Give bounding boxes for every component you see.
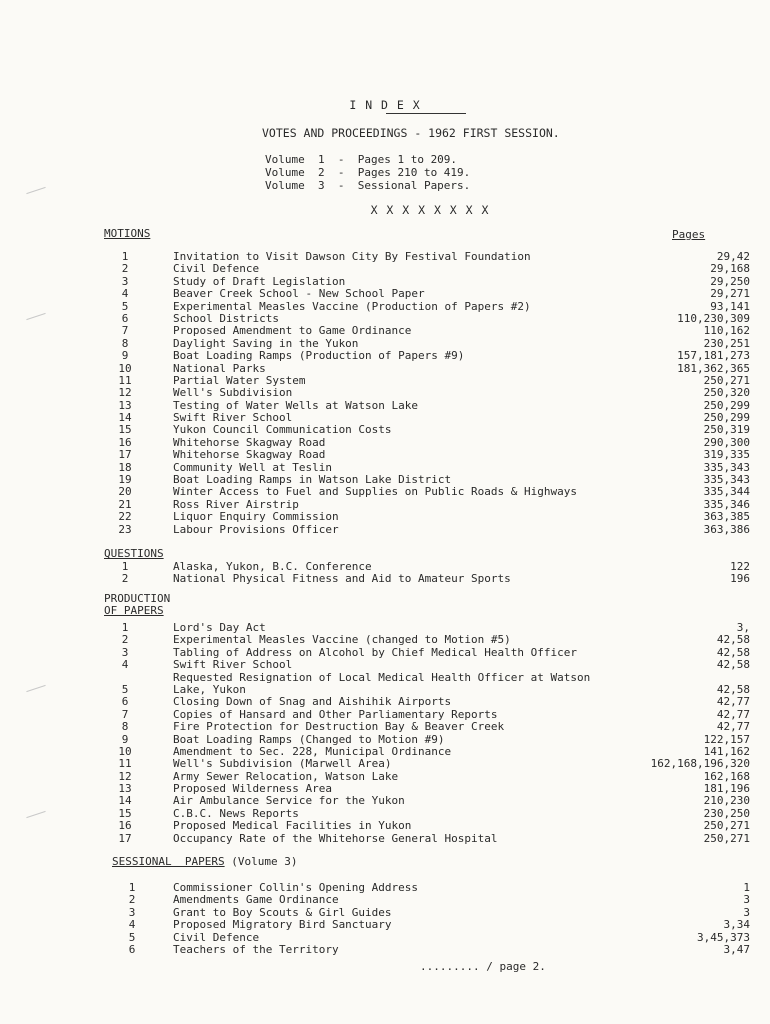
entry-pages: 42,58 bbox=[716, 658, 750, 672]
entry-title: Occupancy Rate of the Whitehorse General Hospital bbox=[173, 831, 498, 845]
entry-pages: 42,77 bbox=[716, 707, 750, 721]
entry-title: Yukon Council Communication Costs bbox=[173, 423, 392, 437]
entry-pages: 42,58 bbox=[716, 645, 750, 659]
volume-line: Volume 1 - Pages 1 to 209. bbox=[265, 153, 458, 166]
entry-title: Civil Defence bbox=[173, 262, 260, 276]
entry-number: 6 bbox=[121, 695, 129, 709]
entry-number: 2 bbox=[128, 893, 136, 907]
entry-pages: 363,385 bbox=[703, 510, 750, 524]
index-entry bbox=[0, 672, 770, 697]
entry-title: Community Well at Teslin bbox=[173, 460, 332, 474]
entry-pages: 29,168 bbox=[710, 262, 750, 276]
index-entry bbox=[0, 350, 770, 362]
document-subtitle: VOTES AND PROCEEDINGS - 1962 FIRST SESSION. bbox=[262, 126, 560, 140]
index-entry bbox=[0, 486, 770, 498]
entry-title: Liquor Enquiry Commission bbox=[173, 510, 339, 524]
entry-title: Closing Down of Snag and Aishihik Airports bbox=[173, 695, 452, 709]
index-entry bbox=[0, 511, 770, 523]
index-entry bbox=[0, 387, 770, 399]
entry-title: School Districts bbox=[173, 311, 279, 325]
pages-column-header: Pages bbox=[672, 228, 706, 241]
entry-title: Lord's Day Act bbox=[173, 621, 266, 634]
entry-pages: 110,162 bbox=[703, 324, 750, 338]
entry-title: Proposed Migratory Bird Sanctuary bbox=[173, 918, 392, 932]
entry-title: Air Ambulance Service for the Yukon bbox=[173, 794, 405, 808]
entry-pages: 162,168 bbox=[703, 769, 750, 783]
entry-pages: 122 bbox=[730, 560, 750, 573]
index-entry bbox=[0, 696, 770, 708]
entry-title: Ross River Airstrip bbox=[173, 497, 299, 511]
entry-title: Study of Draft Legislation bbox=[173, 274, 346, 288]
entry-number: 8 bbox=[121, 720, 129, 734]
index-entry bbox=[0, 795, 770, 807]
entry-title: Labour Provisions Officer bbox=[173, 522, 339, 536]
entry-title: C.B.C. News Reports bbox=[173, 806, 299, 820]
entry-pages: 3,34 bbox=[723, 918, 750, 932]
entry-pages: 363,386 bbox=[703, 522, 750, 536]
entry-pages: 42,77 bbox=[716, 720, 750, 734]
entry-number: 1 bbox=[121, 560, 129, 573]
entry-title: Boat Loading Ramps (Changed to Motion #9) bbox=[173, 732, 445, 746]
entry-title: National Parks bbox=[173, 361, 266, 375]
entry-pages: 29,271 bbox=[710, 287, 750, 301]
entry-number: 15 bbox=[118, 423, 132, 437]
entry-pages: 335,346 bbox=[703, 497, 750, 511]
entry-number: 13 bbox=[118, 398, 132, 412]
index-entry bbox=[0, 894, 770, 906]
volume-line: Volume 2 - Pages 210 to 419. bbox=[265, 166, 471, 179]
index-entry bbox=[0, 301, 770, 313]
entry-title: Well's Subdivision (Marwell Area) bbox=[173, 757, 392, 771]
production-heading: PRODUCTION OF PAPERS bbox=[104, 592, 171, 618]
entry-title: Copies of Hansard and Other Parliamentary Reports bbox=[173, 707, 498, 721]
motions-list bbox=[0, 251, 770, 536]
entry-pages: 230,250 bbox=[703, 806, 750, 820]
sessional-heading: SESSIONAL PAPERS (Volume 3) bbox=[112, 855, 298, 868]
entry-number: 7 bbox=[121, 707, 129, 721]
entry-number: 1 bbox=[121, 250, 129, 263]
entry-number: 19 bbox=[118, 473, 132, 487]
index-entry bbox=[0, 449, 770, 461]
entry-number: 21 bbox=[118, 497, 132, 511]
index-entry bbox=[0, 524, 770, 536]
entry-title: Tabling of Address on Alcohol by Chief Medical Health Officer bbox=[173, 645, 577, 659]
entry-number: 12 bbox=[118, 769, 132, 783]
entry-pages: 42,77 bbox=[716, 695, 750, 709]
entry-title: Well's Subdivision bbox=[173, 386, 293, 400]
entry-pages: 319,335 bbox=[703, 448, 750, 462]
volume-list bbox=[265, 153, 470, 192]
entry-title: Boat Loading Ramps (Production of Papers #9) bbox=[173, 349, 465, 363]
entry-pages: 181,196 bbox=[703, 782, 750, 796]
entry-pages: 3, bbox=[736, 621, 750, 634]
entry-number: 3 bbox=[128, 905, 136, 919]
entry-pages: 290,300 bbox=[703, 435, 750, 449]
separator-line: X X X X X X X X bbox=[370, 203, 490, 217]
entry-number: 7 bbox=[121, 324, 129, 338]
entry-pages: 162,168,196,320 bbox=[650, 757, 750, 771]
index-entry bbox=[0, 721, 770, 733]
index-entry bbox=[0, 771, 770, 783]
entry-pages: 335,344 bbox=[703, 485, 750, 499]
entry-number: 23 bbox=[118, 522, 132, 536]
entry-number: 2 bbox=[121, 262, 129, 276]
index-entry bbox=[0, 944, 770, 956]
entry-number: 4 bbox=[128, 918, 136, 932]
entry-title: Whitehorse Skagway Road bbox=[173, 435, 326, 449]
entry-pages: 335,343 bbox=[703, 473, 750, 487]
entry-title: Proposed Wilderness Area bbox=[173, 782, 332, 796]
entry-number: 4 bbox=[121, 658, 129, 672]
index-entry bbox=[0, 634, 770, 646]
production-list bbox=[0, 622, 770, 845]
entry-title-continued: Lake, Yukon bbox=[173, 682, 246, 696]
index-entry bbox=[0, 758, 770, 770]
volume-line: Volume 3 - Sessional Papers. bbox=[265, 179, 471, 192]
index-entry bbox=[0, 820, 770, 832]
entry-number: 5 bbox=[121, 299, 129, 313]
index-entry bbox=[0, 659, 770, 671]
entry-number: 22 bbox=[118, 510, 132, 524]
entry-title: Army Sewer Relocation, Watson Lake bbox=[173, 769, 399, 783]
entry-title: Civil Defence bbox=[173, 930, 260, 944]
index-entry bbox=[0, 251, 770, 263]
entry-pages: 335,343 bbox=[703, 460, 750, 474]
entry-number: 10 bbox=[118, 744, 132, 758]
entry-title: Grant to Boy Scouts & Girl Guides bbox=[173, 905, 392, 919]
entry-number: 8 bbox=[121, 336, 129, 350]
entry-pages: 122,157 bbox=[703, 732, 750, 746]
entry-number: 16 bbox=[118, 819, 132, 833]
index-entry bbox=[0, 647, 770, 659]
entry-title: Experimental Measles Vaccine (changed to Motion #5) bbox=[173, 633, 511, 647]
entry-pages: 42,58 bbox=[716, 682, 750, 696]
entry-title: Fire Protection for Destruction Bay & Beaver Creek bbox=[173, 720, 505, 734]
entry-number: 10 bbox=[118, 361, 132, 375]
entry-number: 5 bbox=[128, 930, 136, 944]
entry-title: Invitation to Visit Dawson City By Festival Foundation bbox=[173, 250, 531, 263]
entry-number: 12 bbox=[118, 386, 132, 400]
entry-pages: 3,45,373 bbox=[697, 930, 750, 944]
entry-pages: 1 bbox=[743, 881, 750, 894]
entry-title: Proposed Amendment to Game Ordinance bbox=[173, 324, 412, 338]
entry-pages: 42,58 bbox=[716, 633, 750, 647]
entry-number: 14 bbox=[118, 411, 132, 425]
entry-number: 11 bbox=[118, 373, 132, 387]
index-entry bbox=[0, 363, 770, 375]
entry-title: National Physical Fitness and Aid to Amateur Sports bbox=[173, 572, 511, 586]
entry-title: Daylight Saving in the Yukon bbox=[173, 336, 359, 350]
entry-title: Winter Access to Fuel and Supplies on Public Roads & Highways bbox=[173, 485, 577, 499]
entry-number: 1 bbox=[121, 621, 129, 634]
entry-pages: 250,271 bbox=[703, 819, 750, 833]
entry-title: Requested Resignation of Local Medical Health Officer at Watson bbox=[173, 670, 591, 684]
index-entry bbox=[0, 375, 770, 387]
entry-pages: 196 bbox=[730, 572, 750, 586]
entry-title: Partial Water System bbox=[173, 373, 306, 387]
entry-number: 1 bbox=[128, 881, 136, 894]
index-entry bbox=[0, 437, 770, 449]
entry-number: 3 bbox=[121, 645, 129, 659]
entry-title: Teachers of the Territory bbox=[173, 942, 339, 956]
entry-number: 5 bbox=[121, 682, 129, 696]
entry-title: Alaska, Yukon, B.C. Conference bbox=[173, 560, 372, 573]
entry-title: Proposed Medical Facilities in Yukon bbox=[173, 819, 412, 833]
entry-number: 9 bbox=[121, 732, 129, 746]
entry-number: 4 bbox=[121, 287, 129, 301]
entry-title: Testing of Water Wells at Watson Lake bbox=[173, 398, 419, 412]
entry-number: 13 bbox=[118, 782, 132, 796]
continuation-note: ......... / page 2. bbox=[420, 960, 546, 973]
questions-heading: QUESTIONS bbox=[104, 547, 164, 560]
entry-number: 6 bbox=[121, 311, 129, 325]
entry-pages: 157,181,273 bbox=[677, 349, 750, 363]
entry-pages: 3,47 bbox=[723, 942, 750, 956]
entry-pages: 230,251 bbox=[703, 336, 750, 350]
index-entry bbox=[0, 400, 770, 412]
index-title: I N D E X bbox=[349, 98, 421, 112]
entry-pages: 3 bbox=[743, 905, 750, 919]
punch-mark bbox=[26, 187, 45, 194]
entry-pages: 250,271 bbox=[703, 831, 750, 845]
index-entry bbox=[0, 288, 770, 300]
index-entry bbox=[0, 932, 770, 944]
entry-number: 16 bbox=[118, 435, 132, 449]
index-entry bbox=[0, 325, 770, 337]
entry-pages: 3 bbox=[743, 893, 750, 907]
entry-number: 20 bbox=[118, 485, 132, 499]
entry-number: 9 bbox=[121, 349, 129, 363]
entry-title: Boat Loading Ramps in Watson Lake District bbox=[173, 473, 452, 487]
entry-title: Amendment to Sec. 228, Municipal Ordinance bbox=[173, 744, 452, 758]
entry-title: Commissioner Collin's Opening Address bbox=[173, 881, 419, 894]
entry-pages: 110,230,309 bbox=[677, 311, 750, 325]
entry-title: Beaver Creek School - New School Paper bbox=[173, 287, 425, 301]
entry-number: 14 bbox=[118, 794, 132, 808]
entry-pages: 250,319 bbox=[703, 423, 750, 437]
entry-title: Whitehorse Skagway Road bbox=[173, 448, 326, 462]
entry-number: 17 bbox=[118, 831, 132, 845]
entry-title: Swift River School bbox=[173, 658, 293, 672]
index-entry bbox=[0, 263, 770, 275]
entry-title: Experimental Measles Vaccine (Production of Papers #2) bbox=[173, 299, 531, 313]
entry-pages: 141,162 bbox=[703, 744, 750, 758]
entry-number: 18 bbox=[118, 460, 132, 474]
index-entry bbox=[0, 573, 770, 585]
entry-pages: 250,299 bbox=[703, 411, 750, 425]
entry-pages: 29,250 bbox=[710, 274, 750, 288]
index-entry bbox=[0, 499, 770, 511]
entry-title: Amendments Game Ordinance bbox=[173, 893, 339, 907]
entry-pages: 181,362,365 bbox=[677, 361, 750, 375]
entry-pages: 29,42 bbox=[716, 250, 750, 263]
entry-pages: 93,141 bbox=[710, 299, 750, 313]
motions-heading: MOTIONS bbox=[104, 227, 151, 240]
questions-list bbox=[0, 561, 770, 586]
index-entry bbox=[0, 919, 770, 931]
entry-pages: 250,320 bbox=[703, 386, 750, 400]
entry-number: 6 bbox=[128, 942, 136, 956]
entry-pages: 250,271 bbox=[703, 373, 750, 387]
entry-pages: 210,230 bbox=[703, 794, 750, 808]
entry-number: 17 bbox=[118, 448, 132, 462]
entry-number: 15 bbox=[118, 806, 132, 820]
index-entry bbox=[0, 882, 770, 894]
index-entry bbox=[0, 833, 770, 845]
entry-title: Swift River School bbox=[173, 411, 293, 425]
entry-pages: 250,299 bbox=[703, 398, 750, 412]
entry-number: 2 bbox=[121, 633, 129, 647]
entry-number: 3 bbox=[121, 274, 129, 288]
index-entry bbox=[0, 424, 770, 436]
title-underline bbox=[386, 113, 466, 114]
entry-number: 2 bbox=[121, 572, 129, 586]
entry-number: 11 bbox=[118, 757, 132, 771]
sessional-list bbox=[0, 882, 770, 956]
